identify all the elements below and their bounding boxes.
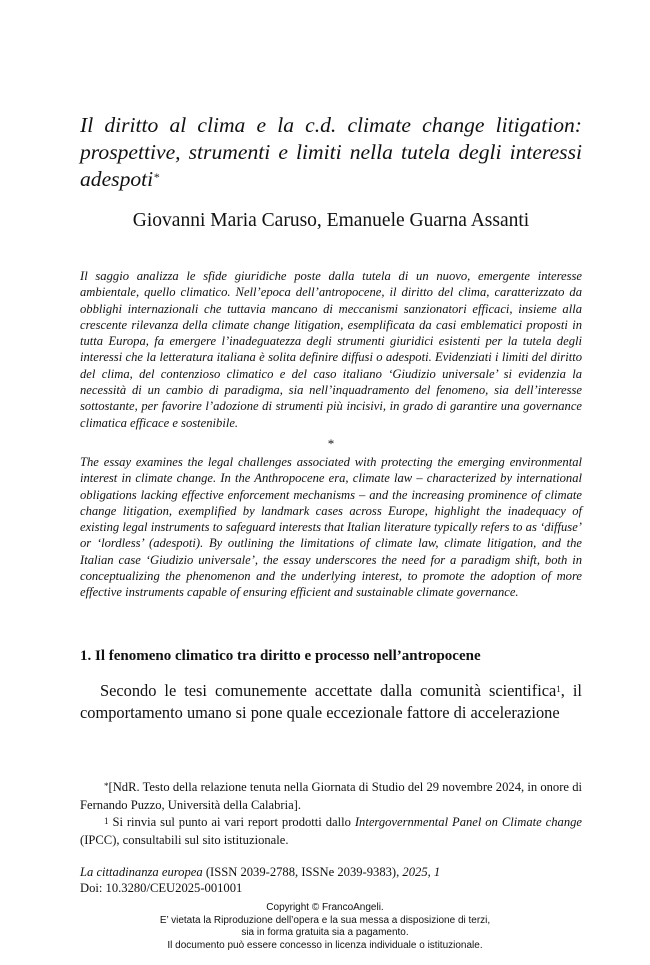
article-authors: Giovanni Maria Caruso, Emanuele Guarna Assanti (132, 210, 530, 231)
footnote-1-text-after: (IPCC), consultabili sul sito istituzionale. (80, 832, 289, 847)
journal-issn: (ISSN 2039-2788, ISSNe 2039-9383), (202, 865, 403, 879)
body-paragraph (80, 680, 582, 723)
article-title-text: Il diritto al clima e la c.d. climate change litigation: prospettive, strumenti e limiti nella tutela degli interessi adespoti (80, 113, 582, 191)
footnote-1-text-italic: Intergovernmental Panel on Climate change (354, 815, 582, 829)
copyright-notice (0, 902, 650, 952)
footnote-star-text: [NdR. Testo della relazione tenuta nella Giornata di Studio del 29 novembre 2024, in onore di Fernando Puzzo, Università della Calabria]. (80, 780, 582, 812)
copyright-line-2: E’ vietata la Riproduzione dell’opera e la sua messa a disposizione di terzi, (159, 914, 491, 926)
title-footnote-marker[interactable]: * (153, 170, 160, 184)
body-text-end: , il comportamento umano si pone quale eccezionale fattore di accelerazione (80, 681, 582, 722)
section-heading: 1. Il fenomeno climatico tra diritto e processo nell’antropocene (80, 648, 481, 664)
article-title (80, 112, 582, 193)
body-text-start: Secondo le tesi comunemente accettate dalla comunità scientifica (100, 681, 557, 700)
journal-citation (80, 864, 600, 880)
copyright-line-4: Il documento può essere concesso in licenza individuale o istituzionale. (167, 939, 483, 951)
footnote-star-marker: * (104, 781, 109, 791)
copyright-line-3: sia in forma gratuita sia a pagamento. (241, 927, 409, 938)
footnote-reference-1[interactable]: 1 (556, 684, 561, 694)
journal-info (80, 864, 600, 896)
footnote-1-marker: 1 (104, 816, 109, 826)
footnote-1-text-before: Si rinvia sul punto ai vari report prodotti dallo (112, 815, 355, 829)
journal-issue: 2025, 1 (402, 865, 441, 879)
copyright-line-1: Copyright © FrancoAngeli. (266, 902, 384, 913)
footnotes (80, 779, 582, 849)
abstract-english: The essay examines the legal challenges associated with protecting the emerging environmental interest in climate change. In the Anthropocene era, climate law – characterized by international obligations lacking effective enforcement mechanisms – and the increasing prominence of climate change litigation, exemplified by landmark cases across Europe, highlight the inadequacy of existing legal instruments to safeguard interests that Italian literature typically refers to as ‘diffuse’ or ‘lordless’ (adespoti). By outlining the limitations of climate law, climate litigation, and the Italian case ‘Giudizio universale’, the essay underscores the need for a paradigm shift, both in conceptualizing the phenomenon and the underlying interest, to promote the adoption of more effective instruments capable of ensuring efficient and sustainable climate governance. (80, 455, 582, 600)
footnote-star (80, 779, 582, 814)
abstract-separator: * (327, 436, 335, 451)
journal-doi[interactable]: Doi: 10.3280/CEU2025-001001 (80, 881, 243, 895)
footnote-1 (80, 814, 582, 849)
journal-name: La cittadinanza europea (80, 865, 203, 879)
abstract-italian: Il saggio analizza le sfide giuridiche poste dalla tutela di un nuovo, emergente interesse ambientale, quello climatico. Nell’epoca dell’antropocene, il diritto del clima, caratterizzato da obblighi internazionali che tuttavia mancano di meccanismi sanzionatori efficaci, insieme alla crescente rilevanza della climate change litigation, esemplificata da casi emblematici proposti in tutta Europa, fa emergere l’inadeguatezza degli strumenti giuridici esistenti per la tutela degli interessi che la letteratura italiana è solita definire diffusi o adespoti. Evidenziati i limiti del diritto del clima, del contenzioso climatico e del caso italiano ‘Giudizio universale’ si evidenzia la necessità di un cambio di paradigma, sia nell’inquadramento del fenomeno, sia dell’interesse sottostante, per favorire l’adozione di strumenti più incisivi, in grado di garantire una governance climatica efficace e sostenibile. (80, 269, 582, 430)
